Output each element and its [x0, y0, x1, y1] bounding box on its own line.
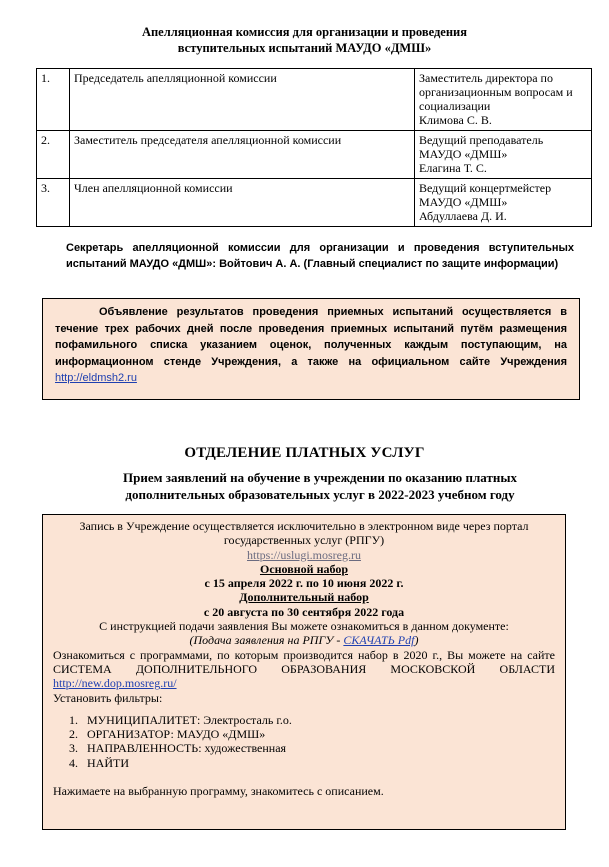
list-number: 2.	[69, 727, 78, 742]
doc-suffix: )	[414, 633, 419, 648]
programs-paragraph	[53, 648, 555, 691]
extra-enrollment-dates: с 20 августа по 30 сентября 2022 года	[203, 604, 405, 619]
filters-list	[53, 713, 555, 770]
admission-title-line: дополнительных образовательных услуг в 2022-2023 учебном году	[125, 487, 515, 502]
main-enrollment-dates: с 15 апреля 2022 г. по 10 июня 2022 г.	[204, 576, 404, 591]
table-row	[37, 179, 592, 227]
list-number: 1.	[69, 712, 78, 727]
person-line: МАУДО «ДМШ»	[419, 147, 508, 161]
notice-text: Объявление результатов проведения приемных испытаний осуществляется в течение трех рабочих дней после проведения приемных испытаний путём размещения пофамильного списка указанием оценок, полученных каждым поступающим, на информационном стенде Учреждения, а также на официальном сайте Учреждения	[55, 306, 567, 368]
commission-title-line: Апелляционная комиссия для организации и проведения	[141, 25, 468, 39]
admission-info-box	[42, 514, 566, 830]
member-person	[415, 69, 592, 131]
official-site-link[interactable]: http://eldmsh2.ru	[55, 372, 137, 384]
table-row	[37, 69, 592, 131]
list-item	[69, 713, 555, 727]
row-number: 1.	[37, 69, 70, 131]
person-line: Ведущий концертмейстер	[419, 181, 552, 195]
list-number: 3.	[69, 741, 78, 756]
list-item	[69, 741, 555, 755]
person-name: Абдуллаева Д. И.	[419, 209, 507, 223]
member-role: Председатель апелляционной комиссии	[70, 69, 415, 131]
extra-enrollment-label: Дополнительный набор	[239, 590, 369, 605]
person-line: Ведущий преподаватель	[419, 133, 544, 147]
paid-services-heading: ОТДЕЛЕНИЕ ПЛАТНЫХ УСЛУГ	[184, 445, 425, 461]
list-item	[69, 727, 555, 741]
admission-title	[60, 469, 580, 503]
filter-text: НАПРАВЛЕННОСТЬ: художественная	[87, 741, 287, 756]
commission-title	[0, 24, 609, 56]
intro-text: Запись в Учреждение осуществляется исключительно в электронном виде через портал государственных услуг (РПГУ)	[79, 519, 529, 548]
final-instruction: Нажимаете на выбранную программу, знакомитесь с описанием.	[53, 784, 384, 799]
table-row	[37, 131, 592, 179]
person-line: социализации	[419, 99, 491, 113]
instruction-text: С инструкцией подачи заявления Вы можете ознакомиться в данном документе:	[99, 619, 509, 634]
programs-site-link[interactable]: http://new.dop.mosreg.ru/	[53, 676, 177, 691]
filter-text: ОРГАНИЗАТОР: МАУДО «ДМШ»	[87, 727, 266, 742]
row-number: 3.	[37, 179, 70, 227]
instruction-doc	[53, 633, 555, 647]
member-person	[415, 131, 592, 179]
row-number: 2.	[37, 131, 70, 179]
results-notice-box	[42, 298, 580, 400]
programs-text: Ознакомиться с программами, по которым производится набор в 2020 г., Вы можете на сайте СИСТЕМА ДОПОЛНИТЕЛЬНОГО ОБРАЗОВАНИЯ МОСКОВСКОЙ ОБЛАСТИ	[53, 647, 555, 676]
filters-label: Установить фильтры:	[53, 690, 163, 705]
portal-link[interactable]: https://uslugi.mosreg.ru	[247, 547, 361, 562]
person-name: Климова С. В.	[419, 113, 492, 127]
commission-members-table	[36, 68, 592, 227]
person-line: Заместитель директора по	[419, 71, 553, 85]
list-item	[69, 756, 555, 770]
person-line: организационным вопросам и	[419, 85, 573, 99]
download-pdf-link[interactable]: СКАЧАТЬ Pdf	[343, 633, 415, 648]
member-role: Заместитель председателя апелляционной комиссии	[70, 131, 415, 179]
member-role: Член апелляционной комиссии	[70, 179, 415, 227]
main-enrollment-label: Основной набор	[259, 561, 348, 576]
person-name: Елагина Т. С.	[419, 161, 487, 175]
doc-prefix: (Подача заявления на РПГУ -	[189, 633, 344, 648]
filter-text: МУНИЦИПАЛИТЕТ: Электросталь г.о.	[87, 712, 292, 727]
member-person	[415, 179, 592, 227]
commission-title-line: вступительных испытаний МАУДО «ДМШ»	[177, 41, 432, 55]
secretary-paragraph: Секретарь апелляционной комиссии для организации и проведения вступительных испытаний МАУДО «ДМШ»: Войтович А. А. (Главный специалист по защите информации)	[66, 242, 574, 270]
filter-text: НАЙТИ	[87, 755, 129, 770]
admission-title-line: Прием заявлений на обучение в учреждении по оказанию платных	[123, 470, 517, 485]
list-number: 4.	[69, 755, 78, 770]
person-line: МАУДО «ДМШ»	[419, 195, 508, 209]
